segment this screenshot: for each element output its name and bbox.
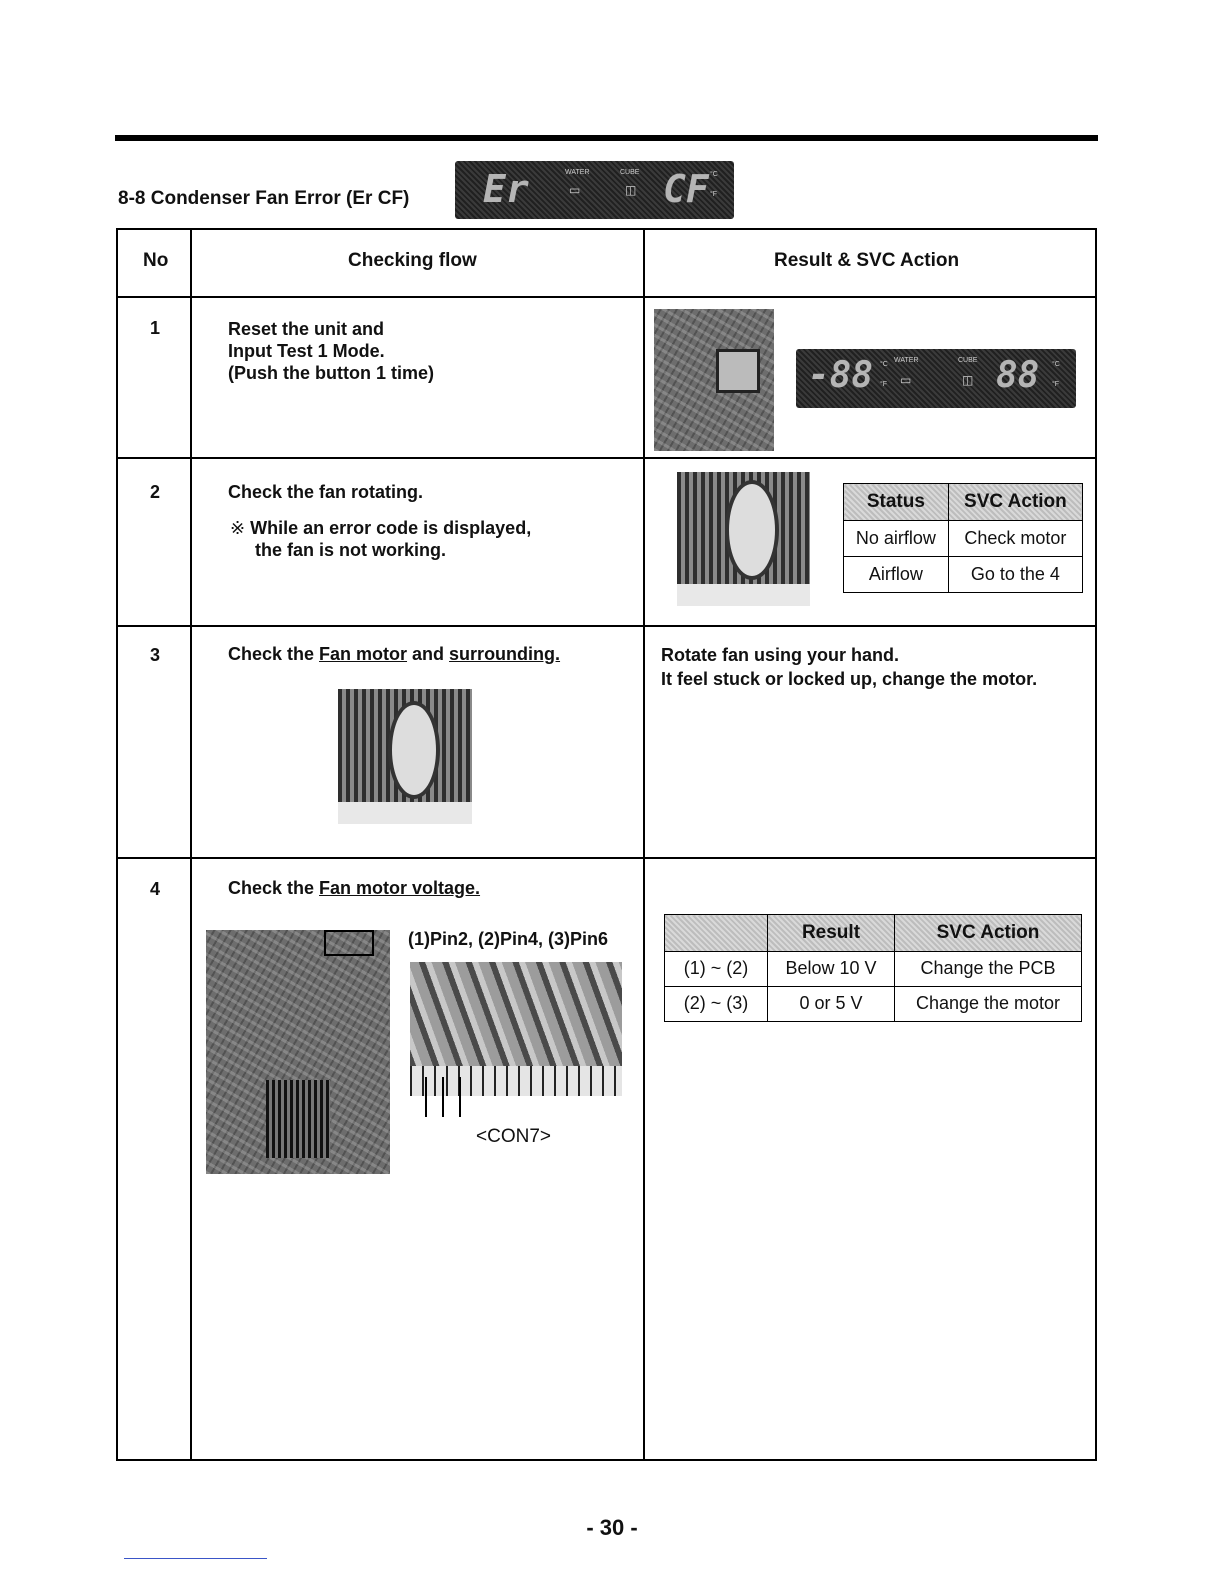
checking-table xyxy=(116,228,1097,1461)
header-blank xyxy=(665,915,768,952)
error-display-image xyxy=(455,161,734,219)
pin-2-arrow xyxy=(442,1077,444,1117)
ice-cube-icon: ◫ xyxy=(625,183,637,197)
header-svc-action: SVC Action xyxy=(895,915,1082,952)
display-cube-label: CUBE xyxy=(620,169,640,176)
display-unit-c-right: °C xyxy=(1052,361,1060,368)
row-2-note-2: the fan is not working. xyxy=(255,540,447,560)
con7-highlight-box xyxy=(324,930,374,956)
voltage-table-header-row xyxy=(665,915,1082,952)
col-divider-1 xyxy=(190,230,192,1459)
fan-photo-row-2 xyxy=(677,472,810,606)
row-3-result-line-2: It feel stuck or locked up, change the motor. xyxy=(661,669,1038,689)
row-3-mid: and xyxy=(407,644,450,664)
display-unit-c-left: °C xyxy=(880,361,888,368)
row-1-number: 1 xyxy=(150,318,161,338)
row-2-number: 2 xyxy=(150,482,161,502)
table-row xyxy=(665,951,1082,986)
fan-motor-link: Fan motor xyxy=(319,644,408,664)
footer-rule xyxy=(124,1558,267,1559)
main-pcb-photo xyxy=(206,930,390,1174)
row-3-result xyxy=(661,643,1037,691)
table-row xyxy=(665,986,1082,1021)
top-rule xyxy=(115,135,1098,141)
test-button xyxy=(716,349,760,393)
table-row xyxy=(844,521,1083,557)
result-cell: 0 or 5 V xyxy=(768,986,895,1021)
row-3-instruction xyxy=(228,643,560,665)
header-no: No xyxy=(143,250,169,271)
row-1-line-1: Reset the unit and xyxy=(228,319,385,339)
test-button-photo xyxy=(654,309,774,451)
airflow-table-header-row xyxy=(844,484,1083,521)
row-3-number: 3 xyxy=(150,645,161,665)
action-cell: Change the PCB xyxy=(895,951,1082,986)
pin-1-arrow xyxy=(425,1077,427,1117)
row-2-line-1: Check the fan rotating. xyxy=(228,482,424,502)
display-water-label: WATER xyxy=(565,169,590,176)
display-left-code: Er xyxy=(483,167,529,211)
display-cube-label: CUBE xyxy=(958,357,978,364)
result-cell: Below 10 V xyxy=(768,951,895,986)
connector-label: <CON7> xyxy=(476,1126,551,1147)
header-svc-action: SVC Action xyxy=(948,484,1082,521)
fan-base xyxy=(677,584,810,606)
pin-pair-cell: (2) ~ (3) xyxy=(665,986,768,1021)
row-1-line-2: Input Test 1 Mode. xyxy=(228,341,385,361)
airflow-status-table xyxy=(843,483,1083,593)
fan-base xyxy=(338,802,472,824)
row-4-instruction xyxy=(228,877,480,899)
header-result: Result xyxy=(768,915,895,952)
row-3-prefix: Check the xyxy=(228,644,320,664)
fan-motor-voltage-link: Fan motor voltage. xyxy=(319,878,481,898)
row-divider-header xyxy=(118,296,1095,298)
action-cell: Change the motor xyxy=(895,986,1082,1021)
fan-blade xyxy=(388,701,440,799)
status-cell: No airflow xyxy=(844,521,949,557)
row-divider-1 xyxy=(118,457,1095,459)
page-number: - 30 - xyxy=(586,1515,638,1540)
display-unit-f-left: °F xyxy=(880,381,888,388)
row-2-note-1: While an error code is displayed, xyxy=(250,518,532,538)
reference-mark-icon: ※ xyxy=(230,518,246,538)
row-4-prefix: Check the xyxy=(228,878,320,898)
col-divider-2 xyxy=(643,230,645,1459)
row-1-line-3: (Push the button 1 time) xyxy=(228,363,434,383)
header-result: Result & SVC Action xyxy=(774,250,960,271)
display-left-digits: -88 xyxy=(808,355,874,396)
row-1-instructions xyxy=(228,318,434,384)
voltage-result-table xyxy=(664,914,1082,1022)
action-cell: Go to the 4 xyxy=(948,557,1082,593)
pcb-heatsink xyxy=(266,1080,330,1158)
pin-assignment: (1)Pin2, (2)Pin4, (3)Pin6 xyxy=(408,929,609,949)
fan-blade xyxy=(725,480,779,580)
connector-wires-photo xyxy=(410,962,622,1096)
display-right-digits: 88 xyxy=(996,355,1040,396)
water-cup-icon: ▭ xyxy=(900,373,912,387)
water-cup-icon: ▭ xyxy=(569,183,581,197)
status-cell: Airflow xyxy=(844,557,949,593)
row-4-number: 4 xyxy=(150,879,161,899)
display-unit-f: °F xyxy=(710,191,718,198)
display-unit-c: °C xyxy=(710,171,718,178)
display-right-code: CF xyxy=(663,167,709,211)
pin-3-arrow xyxy=(459,1077,461,1117)
header-checking-flow: Checking flow xyxy=(348,250,477,271)
row-3-result-line-1: Rotate fan using your hand. xyxy=(661,645,900,665)
pin-pair-cell: (1) ~ (2) xyxy=(665,951,768,986)
header-status: Status xyxy=(844,484,949,521)
fan-photo-row-3 xyxy=(338,689,472,824)
surrounding-link: surrounding. xyxy=(449,644,561,664)
action-cell: Check motor xyxy=(948,521,1082,557)
test-mode-display-image xyxy=(796,349,1076,408)
display-unit-f-right: °F xyxy=(1052,381,1060,388)
row-2-note xyxy=(230,517,531,561)
row-divider-2 xyxy=(118,625,1095,627)
row-divider-3 xyxy=(118,857,1095,859)
table-row xyxy=(844,557,1083,593)
section-title: 8-8 Condenser Fan Error (Er CF) xyxy=(118,188,410,209)
display-water-label: WATER xyxy=(894,357,919,364)
ice-cube-icon: ◫ xyxy=(962,373,974,387)
